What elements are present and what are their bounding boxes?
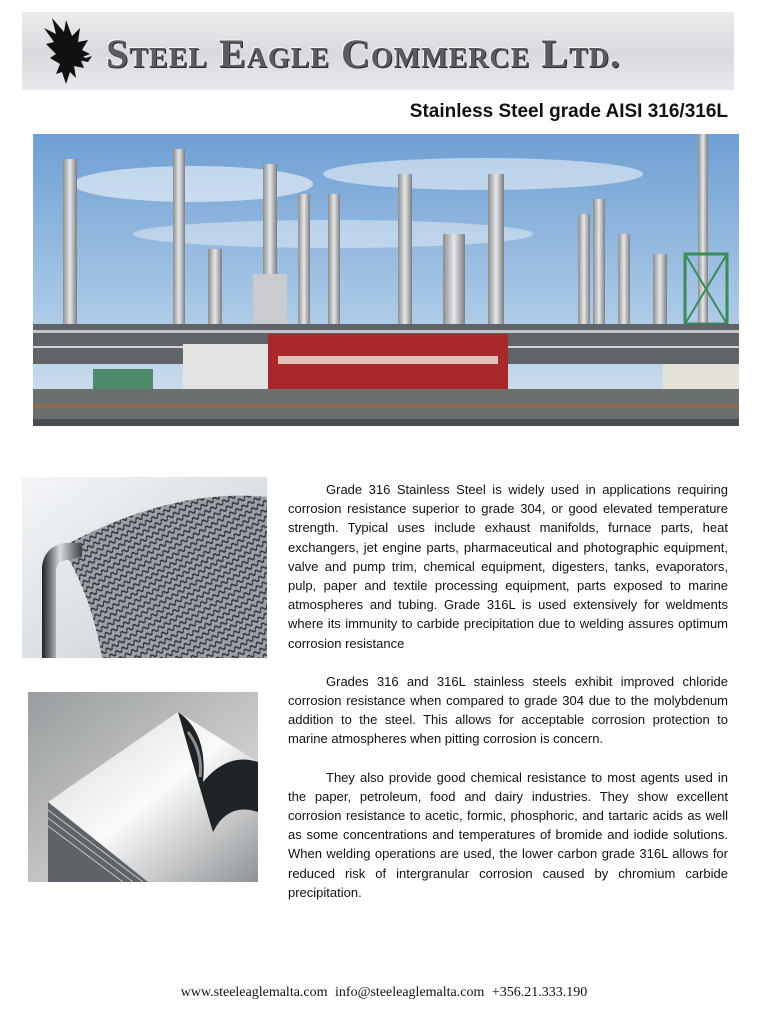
refinery-photo xyxy=(33,134,739,426)
paragraph-3: They also provide good chemical resistance to most agents used in the paper, petroleum, food and dairy industries. They show excellent corrosion resistance to acetic, formic, phosphoric, and tartaric acids as well as some concentrations and temperatures of bromide and iodide solutions. When welding operations are used, the lower carbon grade 316L allows for reduced risk of intergranular corrosion caused by chromium carbide precipitation. xyxy=(288,769,728,900)
body-text xyxy=(288,480,728,921)
paragraph-1: Grade 316 Stainless Steel is widely used in applications requiring corrosion resistance superior to grade 304, or good elevated temperature strength. Typical uses include exhaust manifolds, furnace parts, heat exchangers, jet engine parts, pharmaceutical and photographic equipment, valve and pump trim, chemical equipment, digesters, tanks, evaporators, pulp, paper and textile processing equipment, parts exposed to marine atmospheres and tubing. Grade 316L is used extensively for weldments where its immunity to carbide precipitation due to welding assures optimum corrosion resistance xyxy=(288,482,728,651)
eagle-logo-icon xyxy=(36,14,98,88)
email-link[interactable]: info@steeleaglemalta.com xyxy=(335,985,485,1000)
footer-contact xyxy=(0,985,768,1001)
header-banner xyxy=(22,12,734,90)
paragraph-2: Grades 316 and 316L stainless steels exhibit improved chloride corrosion resistance when compared to grade 304 due to the molybdenum addition to the steel. This allows for acceptable corrosion protection to marine atmospheres when pitting corrosion is concern. xyxy=(288,673,728,747)
mesh-belt-photo xyxy=(22,477,267,658)
steel-sheets-photo xyxy=(28,692,258,882)
page-title: Stainless Steel grade AISI 316/316L xyxy=(409,101,728,122)
company-name: Steel Eagle Commerce Ltd. xyxy=(106,31,621,76)
website-link[interactable]: www.steeleaglemalta.com xyxy=(180,985,328,1000)
phone-number: +356.21.333.190 xyxy=(491,985,588,1000)
